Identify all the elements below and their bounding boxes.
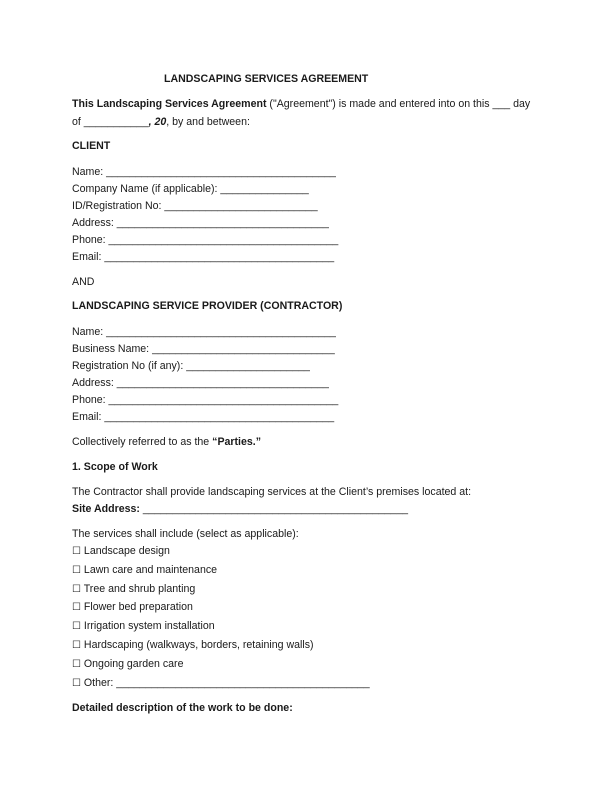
checkbox-icon[interactable]: ☐: [72, 678, 81, 689]
section-1-heading: 1. Scope of Work: [72, 461, 158, 473]
document-title: LANDSCAPING SERVICES AGREEMENT: [164, 73, 369, 85]
intro-date-blank: of ___________: [72, 116, 149, 128]
checkbox-icon[interactable]: ☐: [72, 565, 81, 576]
scope-paragraph: The Contractor shall provide landscaping services at the Client’s premises located at:: [72, 486, 472, 498]
contractor-heading: LANDSCAPING SERVICE PROVIDER (CONTRACTOR): [72, 300, 343, 312]
intro-line-1: [72, 98, 530, 111]
service-option: ☐ Flower bed preparation: [72, 601, 193, 613]
client-company-field: Company Name (if applicable): _______________: [72, 183, 309, 195]
service-option: ☐ Other: ___________________________________________: [72, 677, 370, 689]
service-option: ☐ Irrigation system installation: [72, 620, 215, 632]
contractor-registration-field: Registration No (if any): _____________________: [72, 360, 310, 372]
checkbox-icon[interactable]: ☐: [72, 659, 81, 670]
checkbox-icon[interactable]: ☐: [72, 584, 81, 595]
checkbox-icon[interactable]: ☐: [72, 640, 81, 651]
contractor-business-field: Business Name: _______________________________: [72, 343, 335, 355]
and-separator: AND: [72, 276, 95, 288]
site-address-blank: _____________________________________________: [139, 503, 408, 515]
checkbox-icon[interactable]: ☐: [72, 602, 81, 613]
contractor-phone-field: Phone: _______________________________________: [72, 394, 339, 406]
client-address-field: Address: ____________________________________: [72, 217, 329, 229]
client-email-field: Email: _______________________________________: [72, 251, 335, 263]
detailed-description-heading: Detailed description of the work to be done:: [72, 702, 293, 714]
site-address-field: [72, 503, 408, 516]
checkbox-icon[interactable]: ☐: [72, 546, 81, 557]
parties-line: Collectively referred to as the “Parties.”: [72, 436, 262, 448]
client-phone-field: Phone: _______________________________________: [72, 234, 339, 246]
checkbox-icon[interactable]: ☐: [72, 621, 81, 632]
intro-rest: ("Agreement") is made and entered into on this ___ day: [266, 98, 531, 110]
intro-line-2: [72, 116, 250, 129]
service-option: ☐ Lawn care and maintenance: [72, 564, 218, 576]
services-intro: The services shall include (select as applicable):: [72, 528, 299, 540]
intro-year: , 20: [148, 116, 167, 128]
contractor-address-field: Address: ____________________________________: [72, 377, 329, 389]
service-option: ☐ Tree and shrub planting: [72, 583, 196, 595]
site-address-label: Site Address:: [72, 503, 140, 515]
service-option: ☐ Landscape design: [72, 545, 170, 557]
service-option: ☐ Hardscaping (walkways, borders, retaining walls): [72, 639, 314, 651]
contractor-name-field: Name: _______________________________________: [72, 326, 336, 338]
intro-between: , by and between:: [166, 116, 250, 128]
client-id-field: ID/Registration No: __________________________: [72, 200, 318, 212]
client-heading: CLIENT: [72, 140, 111, 152]
service-option: ☐ Ongoing garden care: [72, 658, 184, 670]
client-name-field: Name: _______________________________________: [72, 166, 336, 178]
contractor-email-field: Email: _______________________________________: [72, 411, 335, 423]
intro-bold: This Landscaping Services Agreement: [72, 98, 267, 110]
